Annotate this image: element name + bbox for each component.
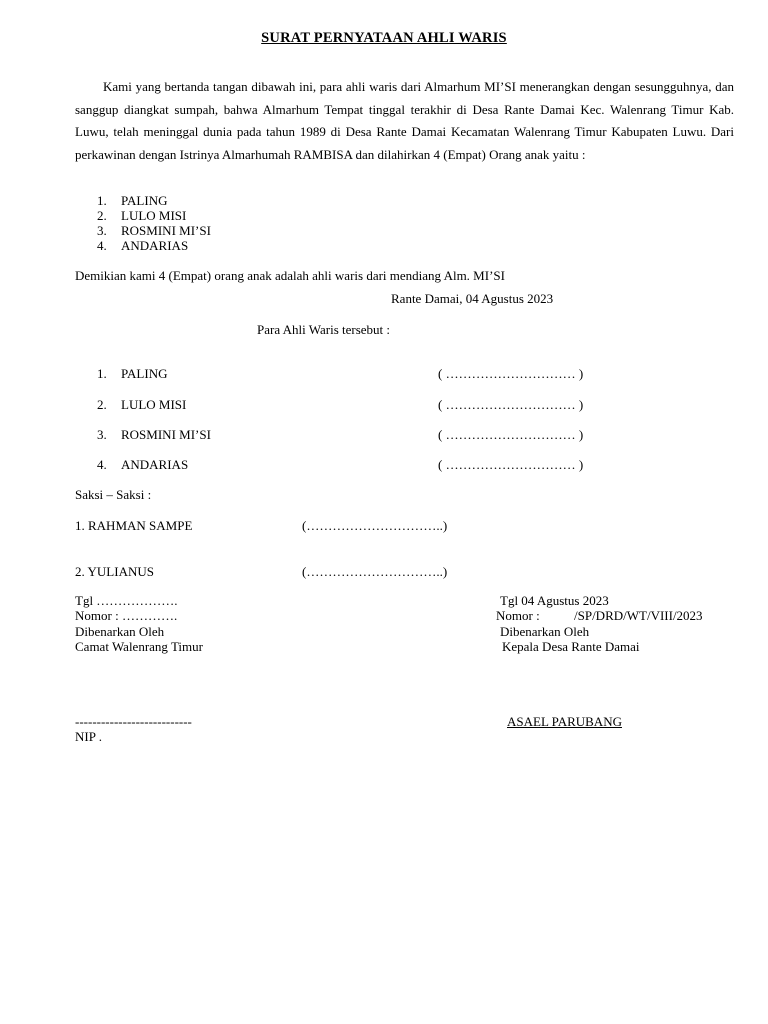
heir-row: [97, 427, 211, 443]
heir-name: PALING: [121, 366, 168, 381]
list-item: [97, 193, 211, 208]
signature-blank: ( ………………………… ): [438, 366, 584, 381]
list-number: 3.: [97, 427, 107, 442]
list-number: 3.: [97, 223, 107, 238]
right-dibenarkan: Dibenarkan Oleh: [500, 624, 590, 639]
child-name: PALING: [121, 193, 168, 208]
signer-name: ASAEL PARUBANG: [507, 714, 622, 729]
heirs-heading: Para Ahli Waris tersebut :: [257, 322, 391, 337]
right-nomor-value: /SP/DRD/WT/VIII/2023: [574, 608, 703, 623]
child-name: ROSMINI MI’SI: [121, 223, 211, 238]
statement-text: Demikian kami 4 (Empat) orang anak adalah ahli waris dari mendiang Alm. MI’SI: [75, 268, 505, 283]
witness-name: 2. YULIANUS: [75, 564, 154, 579]
right-tgl: Tgl 04 Agustus 2023: [500, 593, 609, 608]
place-date: Rante Damai, 04 Agustus 2023: [391, 291, 554, 306]
list-number: 4.: [97, 457, 107, 472]
children-list: [97, 193, 211, 253]
list-item: [97, 223, 211, 238]
heir-row: [97, 366, 167, 382]
document-title: SURAT PERNYATAAN AHLI WARIS: [261, 30, 507, 46]
witness-heading: Saksi – Saksi :: [75, 487, 152, 502]
list-number: 1.: [97, 366, 107, 381]
signature-blank: ( ………………………… ): [438, 457, 584, 472]
witness-signature-blank: (…………………………..): [302, 518, 448, 533]
left-tgl: Tgl ……………….: [75, 593, 178, 608]
list-number: 2.: [97, 208, 107, 223]
child-name: LULO MISI: [121, 208, 187, 223]
nip-label: NIP .: [75, 729, 102, 744]
signature-blank: ( ………………………… ): [438, 397, 584, 412]
heir-name: ANDARIAS: [121, 457, 189, 472]
list-number: 1.: [97, 193, 107, 208]
heir-name: LULO MISI: [121, 397, 187, 412]
list-item: [97, 208, 211, 223]
left-dibenarkan: Dibenarkan Oleh: [75, 624, 165, 639]
right-nomor-label: Nomor :: [496, 608, 540, 623]
right-official: Kepala Desa Rante Damai: [502, 639, 640, 654]
left-signature-line: ---------------------------: [75, 714, 192, 729]
signature-blank: ( ………………………… ): [438, 427, 584, 442]
witness-signature-blank: (…………………………..): [302, 564, 448, 579]
list-number: 2.: [97, 397, 107, 412]
list-item: [97, 238, 211, 253]
list-number: 4.: [97, 238, 107, 253]
heir-row: [97, 397, 186, 413]
witness-name: 1. RAHMAN SAMPE: [75, 518, 193, 533]
child-name: ANDARIAS: [121, 238, 189, 253]
left-nomor: Nomor : ………….: [75, 608, 178, 623]
intro-paragraph: Kami yang bertanda tangan dibawah ini, para ahli waris dari Almarhum MI’SI menerangkan dengan sesungguhnya, dan sanggup diangkat sumpah, bahwa Almarhum Tempat tinggal terakhir di Desa Rante Damai Kec. Walenrang Timur Kab. Luwu, telah meninggal dunia pada tahun 1989 di Desa Rante Damai Kecamatan Walenrang Timur Kabupaten Luwu. Dari perkawinan dengan Istrinya Almarhumah RAMBISA dan dilahirkan 4 (Empat) Orang anak yaitu :: [75, 79, 734, 162]
left-official: Camat Walenrang Timur: [75, 639, 203, 654]
heir-name: ROSMINI MI’SI: [121, 427, 211, 442]
heir-row: [97, 457, 188, 473]
